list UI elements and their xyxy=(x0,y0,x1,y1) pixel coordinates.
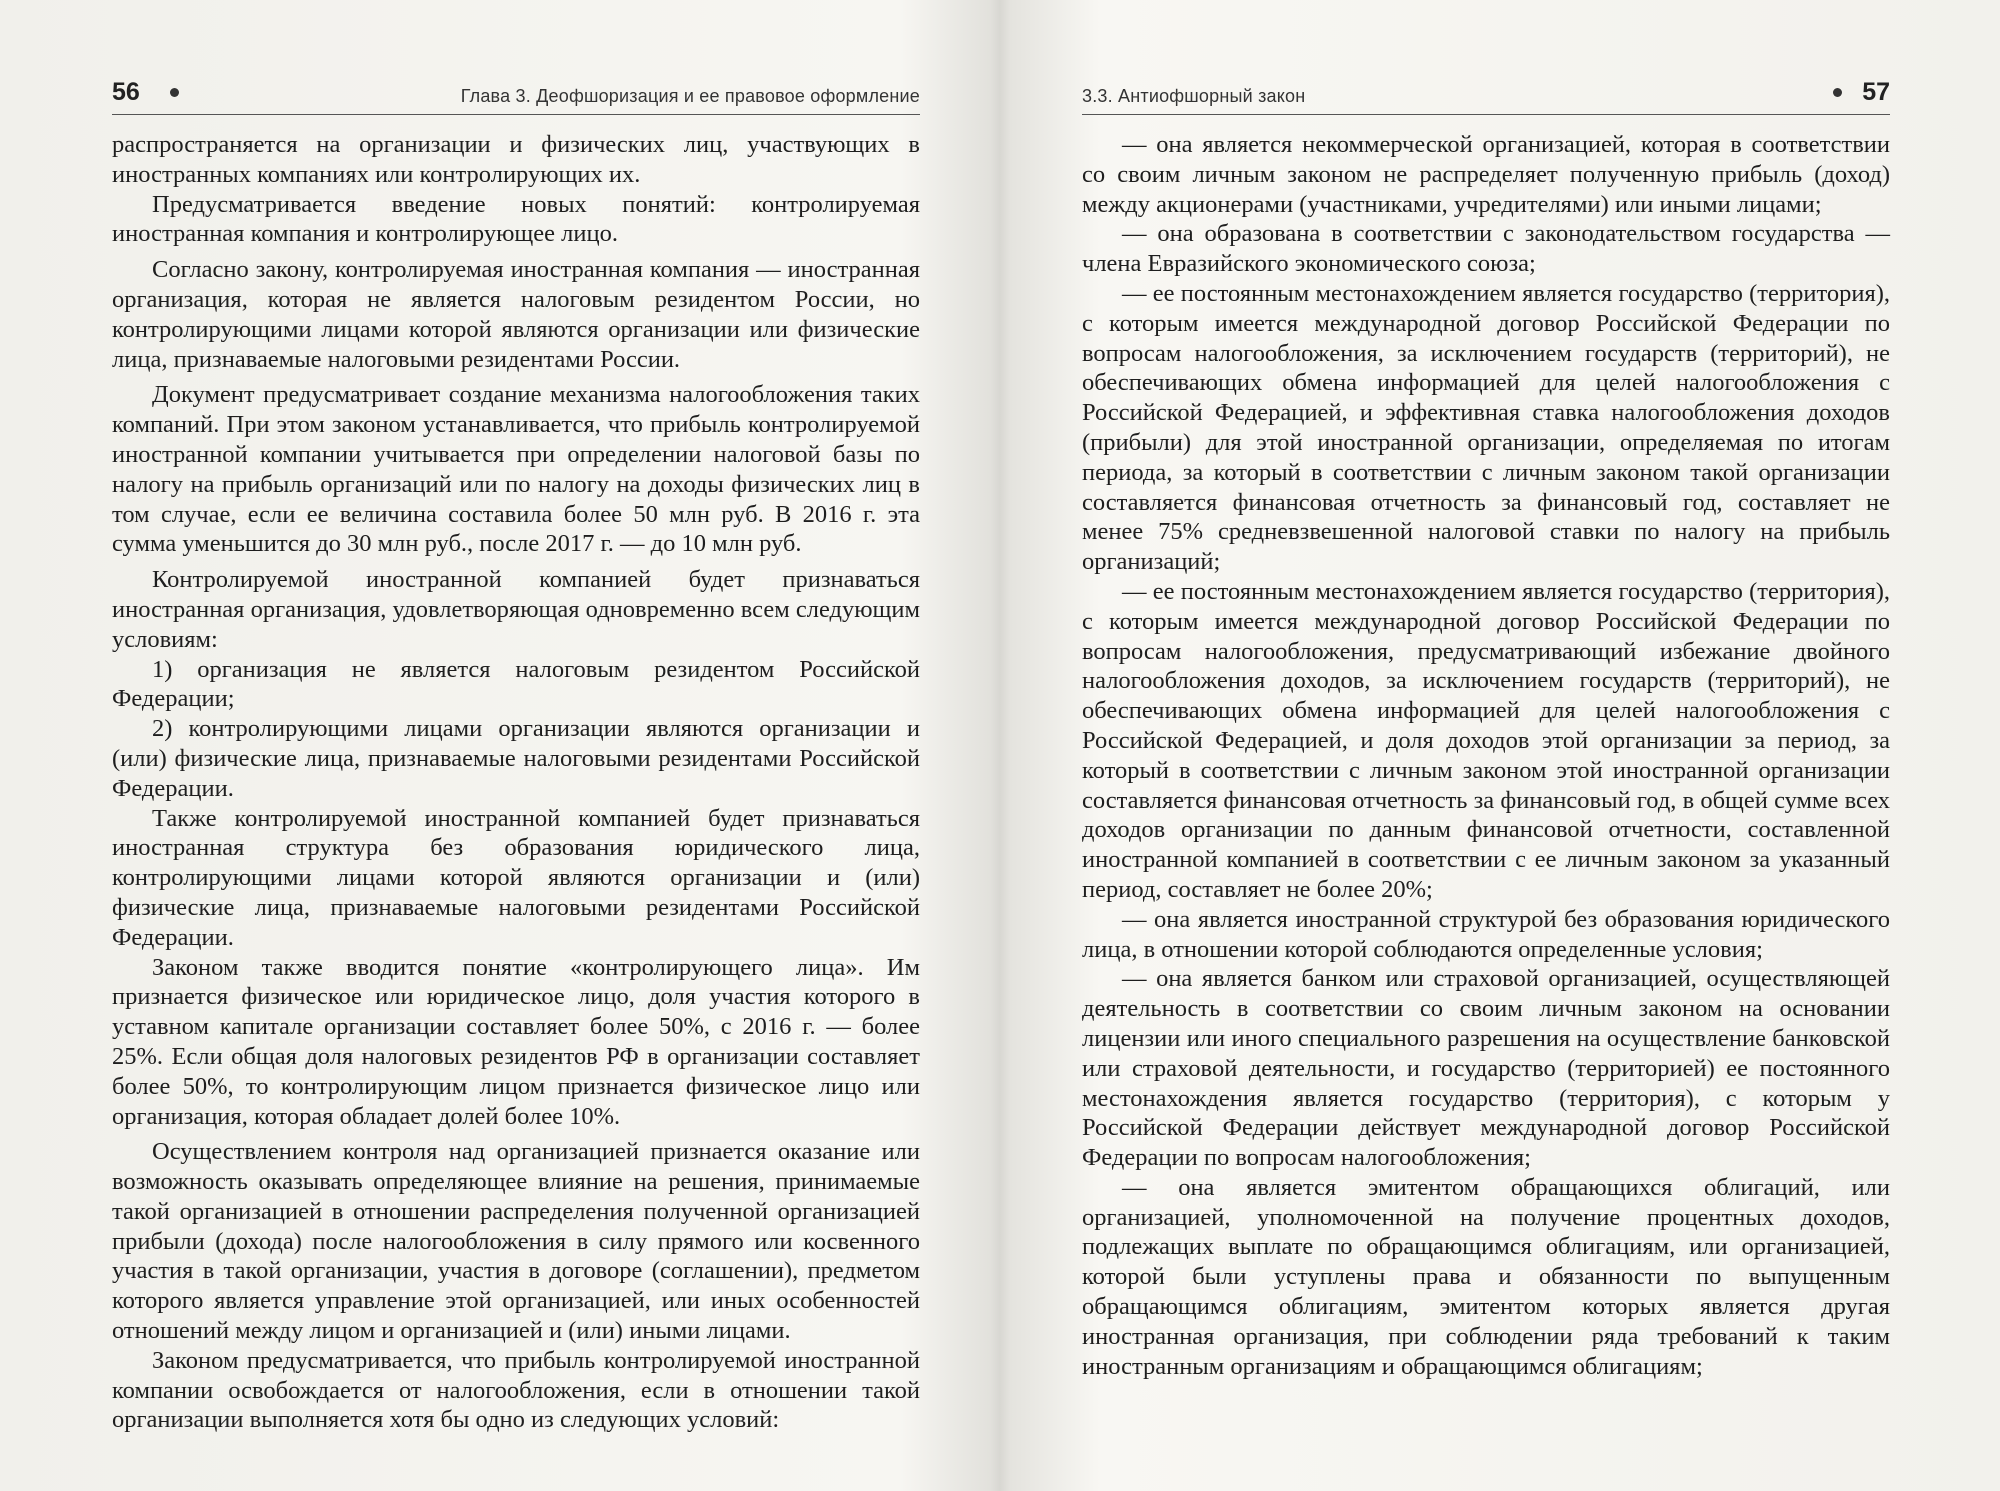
list-item: — она является некоммерческой организацией, которая в соответствии со своим личным законом не распределяет полученную прибыль (доход) между акционерами (участниками, учредителями) или иными лицами; xyxy=(1082,131,1890,218)
paragraph: Документ предусматривает создание механизма налогообложения таких компаний. При этом законом устанавливается, что прибыль контролируемой иностранной компании учитывается при определении налоговой базы по налогу на прибыль организаций или по налогу на доходы физических лиц в том случае, если ее величина составила более 50 млн руб. В 2016 г. эта сумма уменьшится до 30 млн руб., после 2017 г. — до 10 млн руб. xyxy=(112,381,920,558)
paragraph: Контролируемой иностранной компанией будет признаваться иностранная организация, удовлетворяющая одновременно всем следующим условиям: xyxy=(112,566,920,653)
list-item: — она образована в соответствии с законодательством государства — члена Евразийского экономического союза; xyxy=(1082,220,1890,278)
left-running-head: Глава 3. Деофшоризация и ее правовое оформление xyxy=(460,86,920,106)
right-page-number: 57 xyxy=(1862,78,1890,106)
header-bullet-icon xyxy=(170,88,179,97)
list-item: — ее постоянным местонахождением является государство (территория), с которым имеется международной договор Российской Федерации по вопросам налогообложения, предусматривающий избежание двойного налогообложения доходов, за исключением государств (территорий), не обеспечивающих обмена информацией для целей налогообложения с Российской Федерацией, и доля доходов этой организации за период, за который в соответствии с личным законом этой иностранной организации составляется финансовая отчетность за финансовый год, в общей сумме всех доходов организации по данным финансовой отчетности, составленной иностранной компанией в соответствии с ее личным законом за указанный период, составляет не более 20%; xyxy=(1082,577,1890,903)
list-item: — она является иностранной структурой без образования юридического лица, в отношении которой соблюдаются определенные условия; xyxy=(1082,905,1890,963)
right-page-header xyxy=(1082,80,1890,115)
list-item: — ее постоянным местонахождением является государство (территория), с которым имеется международной договор Российской Федерации по вопросам налогообложения, за исключением государств (территорий), не обеспечивающих обмена информацией для целей налогообложения с Российской Федерацией, и эффективная ставка налогообложения доходов (прибыли) для этой иностранной организации, определяемая по итогам периода, за который в соответствии с личным законом такой организации составляется финансовая отчетность за финансовый год, составляет не менее 75% средневзвешенной налоговой ставки по налогу на прибыль организаций; xyxy=(1082,279,1890,576)
paragraph: Предусматривается введение новых понятий: контролируемая иностранная компания и контролирующее лицо. xyxy=(112,190,920,248)
paragraph: Законом предусматривается, что прибыль контролируемой иностранной компании освобождается от налогообложения, если в отношении такой организации выполняется хотя бы одно из следующих условий: xyxy=(112,1346,920,1434)
header-bullet-icon xyxy=(1833,88,1842,97)
list-item: 1) организация не является налоговым резидентом Российской Федерации; xyxy=(112,655,920,713)
paragraph: Также контролируемой иностранной компанией будет признаваться иностранная структура без образования юридического лица, контролирующими лицами которой являются организации и (или) физические лица, признаваемые налоговыми резидентами Российской Федерации. xyxy=(112,804,920,951)
right-running-head: 3.3. Антиофшорный закон xyxy=(1082,86,1306,106)
list-item: — она является банком или страховой организацией, осуществляющей деятельность в соответствии со своим личным законом на основании лицензии или иного специального разрешения на осуществление банковской или страховой деятельности, и государство (территорией) ее постоянного местонахождения является государство (территория), с которым у Российской Федерации действует международной договор Российской Федерации по вопросам налогообложения; xyxy=(1082,965,1890,1172)
right-page-body xyxy=(1082,130,1890,1381)
paragraph: Осуществлением контроля над организацией признается оказание или возможность оказывать определяющее влияние на решения, принимаемые такой организацией в отношении распределения полученной организацией прибыли (дохода) после налогообложения в силу прямого или косвенного участия в такой организации, участия в договоре (соглашении), предметом которого является управление этой организацией, или иных особенностей отношений между лицом и организацией и (или) иными лицами. xyxy=(112,1138,920,1345)
list-item: 2) контролирующими лицами организации являются организации и (или) физические лица, признаваемые налоговыми резидентами Российской Федерации. xyxy=(112,715,920,802)
left-page-body xyxy=(112,130,920,1435)
paragraph: Законом также вводится понятие «контролирующего лица». Им признается физическое или юридическое лицо, доля участия которого в уставном капитале организации составляет более 50%, с 2016 г. — более 25%. Если общая доля налоговых резидентов РФ в организации составляет более 50%, то контролирующим лицом признается физическое лицо или организация, которая обладает долей более 10%. xyxy=(112,953,920,1130)
right-page xyxy=(1000,0,2000,1491)
paragraph: распространяется на организации и физических лиц, участвующих в иностранных компаниях или контролирующих их. xyxy=(112,131,920,188)
paragraph: Согласно закону, контролируемая иностранная компания — иностранная организация, которая не является налоговым резидентом России, но контролирующими лицами которой являются организации или физические лица, признаваемые налоговыми резидентами России. xyxy=(112,256,920,373)
left-page-header xyxy=(112,80,920,115)
left-page-number: 56 xyxy=(112,78,140,106)
list-item: — она является эмитентом обращающихся облигаций, или организацией, уполномоченной на получение процентных доходов, подлежащих выплате по обращающимся облигациям, или организацией, которой были уступлены права и обязанности по выпущенным обращающимся облигациям, эмитентом которых является другая иностранная организация, при соблюдении ряда требований к таким иностранным организациям и обращающимся облигациям; xyxy=(1082,1173,1890,1380)
